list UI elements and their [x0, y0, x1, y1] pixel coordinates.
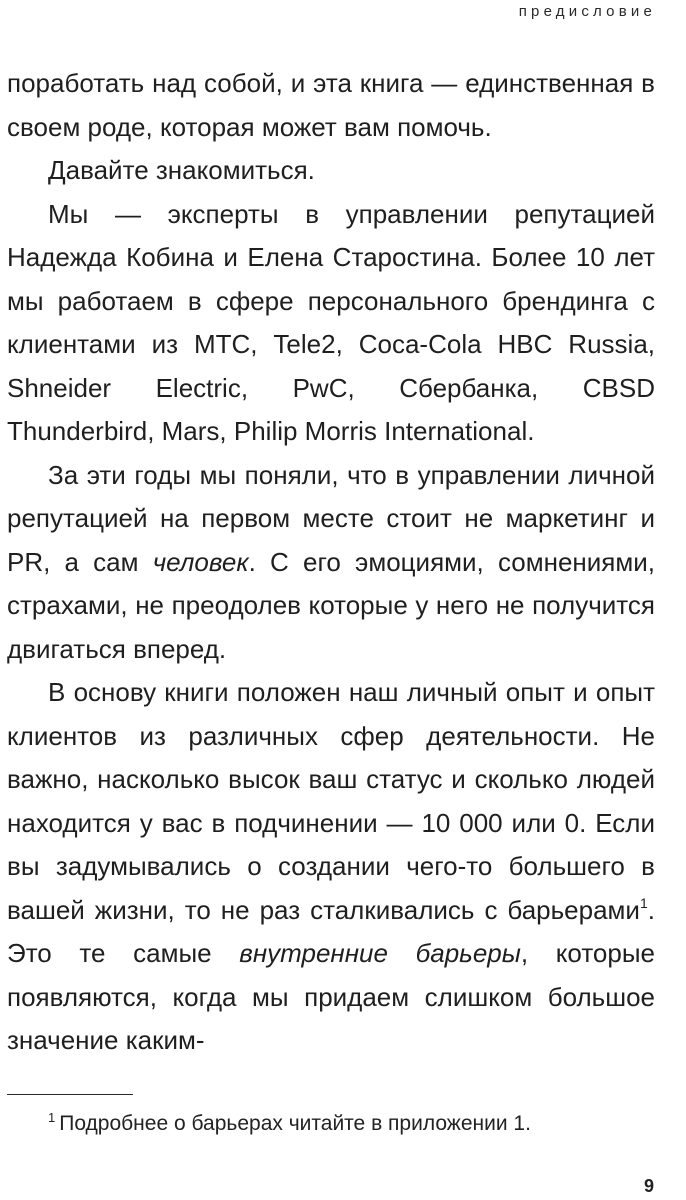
- paragraph-4-text-b: . С его эмоциями, сомнениями, страхами, не преодолев которые у него не получится двигаться вперед.: [7, 546, 655, 664]
- paragraph-1: поработать над собой, и эта книга — единственная в своем роде, которая может вам помочь.: [7, 68, 655, 142]
- running-head: предисловие: [518, 3, 656, 20]
- paragraph-5-text-c: , которые появляются, когда мы придаем слишком большое значение каким-: [7, 938, 655, 1055]
- page-number: 9: [643, 1176, 654, 1196]
- main-text: [7, 62, 655, 1063]
- footnote-mark: 1: [48, 1110, 56, 1125]
- paragraph-3: Мы — эксперты в управлении репутацией Надежда Кобина и Елена Старостина. Более 10 лет мы работаем в сфере персонального брендинга с клиентами из МТС, Tele2, Coca-Cola HBC Russia, Shneider Electric, PwC, Сбербанка, CBSD Thunderbird, Mars, Philip Morris International.: [7, 198, 655, 446]
- paragraph-5-text-a: В основу книги положен наш личный опыт и опыт клиентов из различных сфер деятельности. Не важно, насколько высок ваш статус и сколько людей находится у вас в подчинении — 10 000 или 0. Если вы задумывались о создании чего-то большего в вашей жизни, то не раз сталкивались с барьерами: [7, 677, 655, 925]
- paragraph-5: [7, 671, 655, 1063]
- footnote-text: Подробнее о барьерах читайте в приложении 1.: [59, 1112, 531, 1135]
- paragraph-5-text-b: . Это те самые: [7, 894, 655, 968]
- footnote: [48, 1111, 531, 1137]
- paragraph-4-emphasis: человек: [152, 546, 249, 577]
- paragraph-4-text-a: За эти годы мы поняли, что в управлении личной репутацией на первом месте стоит не маркетинг и PR, а сам: [7, 459, 655, 577]
- paragraph-4: [7, 454, 655, 672]
- footnote-divider: [7, 1094, 133, 1095]
- paragraph-5-emphasis: внутренние барьеры: [239, 938, 521, 968]
- footnote-reference[interactable]: 1: [639, 894, 648, 911]
- paragraph-2: Давайте знакомиться.: [48, 155, 315, 185]
